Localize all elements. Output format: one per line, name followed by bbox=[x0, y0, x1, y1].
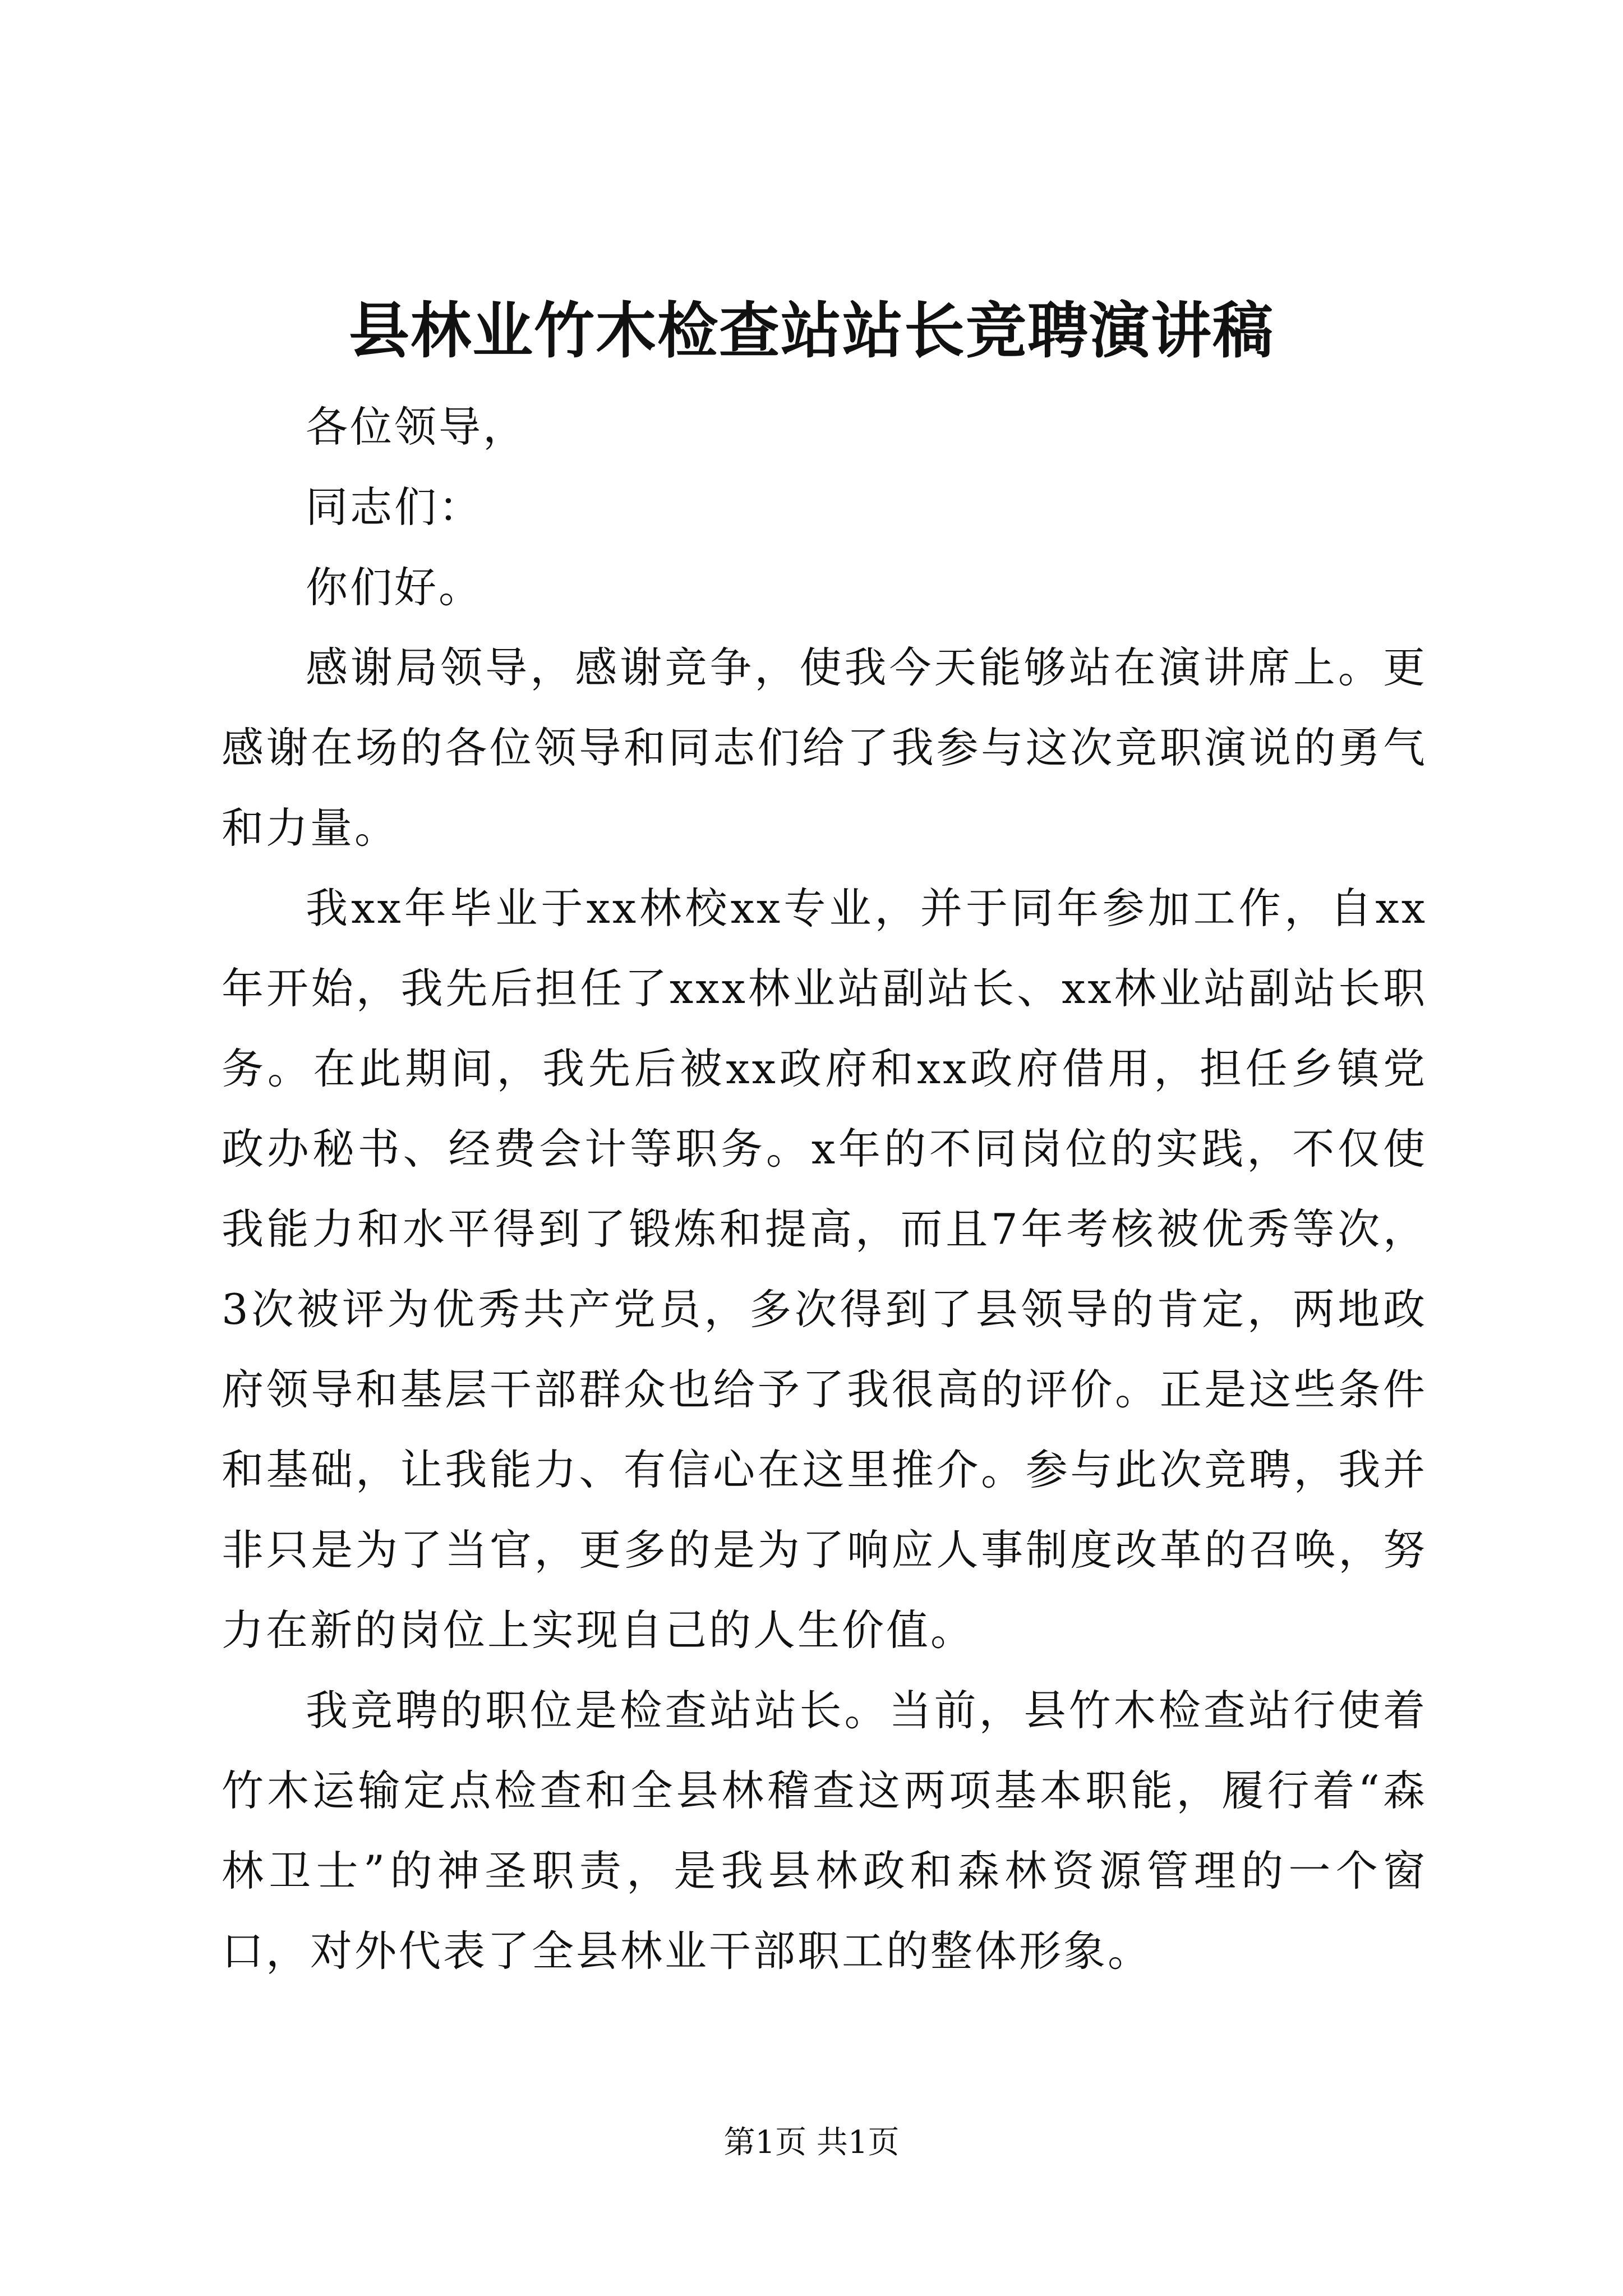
greeting-hello: 你们好。 bbox=[306, 563, 483, 612]
paragraph-experience: 我xx年毕业于xx林校xx专业，并于同年参加工作，自xx年开始，我先后担任了xxx林业站副站长、xx林业站副站长职务。在此期间，我先后被xx政府和xx政府借用，担任乡镇党政办秘书、经费会计等职务。x年的不同岗位的实践，不仅使我能力和水平得到了锻炼和提高，而且7年考核被优秀等次，3次被评为优秀共产党员，多次得到了县领导的肯定，两地政府领导和基层干部群众也给予了我很高的评价。正是这些条件和基础，让我能力、有信心在这里推介。参与此次竞聘，我并非只是为了当官，更多的是为了响应人事制度改革的召唤，努力在新的岗位上实现自己的人生价值。 bbox=[222, 884, 1427, 1655]
page-footer: 第1页 共1页 bbox=[723, 2124, 900, 2161]
greeting-leaders: 各位领导， bbox=[306, 402, 528, 452]
greeting-comrades: 同志们： bbox=[306, 482, 483, 532]
paragraph-thanks: 感谢局领导，感谢竞争，使我今天能够站在演讲席上。更感谢在场的各位领导和同志们给了我参与这次竞职演说的勇气和力量。 bbox=[222, 643, 1427, 853]
paragraph-position: 我竞聘的职位是检查站站长。当前，县竹木检查站行使着竹木运输定点检查和全县林稽查这两项基本职能，履行着“森林卫士”的神圣职责，是我县林政和森林资源管理的一个窗口，对外代表了全县林业干部职工的整体形象。 bbox=[222, 1686, 1427, 1976]
document-title: 县林业竹木检查站站长竞聘演讲稿 bbox=[348, 296, 1274, 366]
document-body bbox=[222, 387, 1427, 1991]
